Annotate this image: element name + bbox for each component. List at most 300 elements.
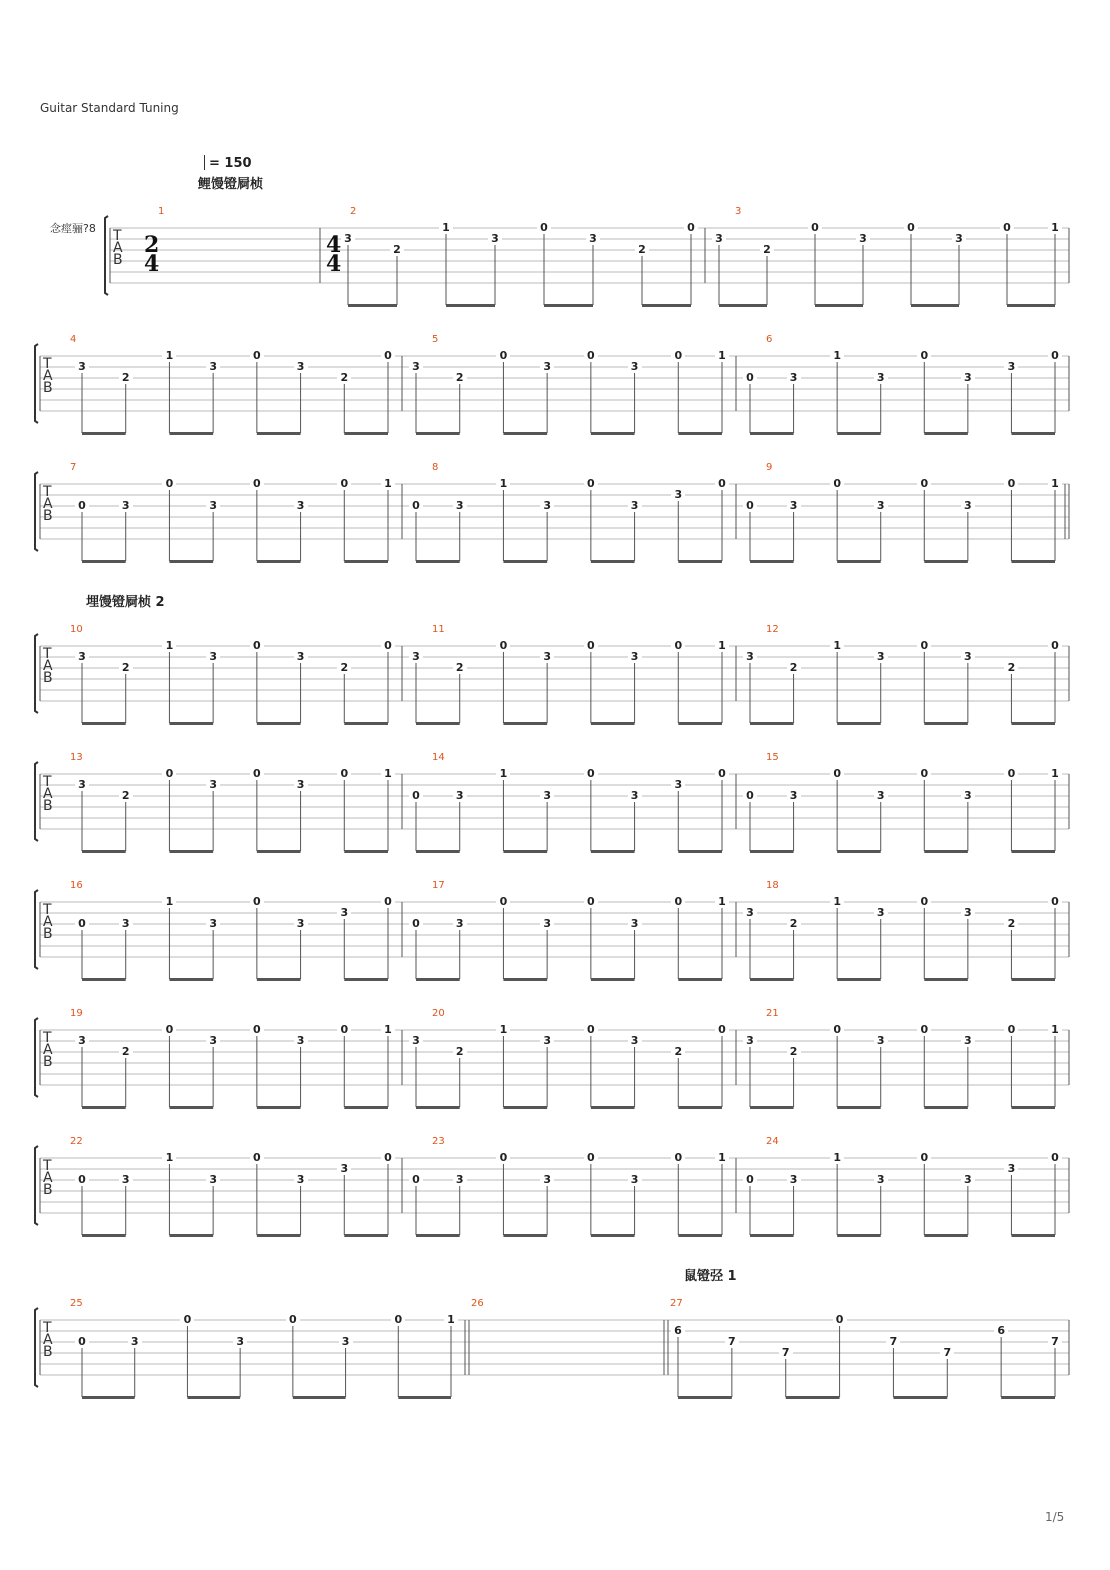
measure-number: 19 [70, 1008, 83, 1019]
measure-number: 9 [766, 462, 773, 473]
beam [1011, 1106, 1055, 1109]
tab-clef-letter: B [43, 1054, 53, 1070]
beam [503, 560, 547, 563]
beam [591, 978, 635, 981]
fret-number: 0 [1048, 1152, 1062, 1163]
beam [1011, 850, 1055, 853]
beam [1011, 1234, 1055, 1237]
beam [348, 304, 397, 307]
fret-number: 1 [830, 640, 844, 651]
fret-number: 0 [1004, 768, 1018, 779]
measure-number: 12 [766, 624, 779, 635]
tab-clef-letter: T [43, 1158, 52, 1174]
system-bracket [35, 1308, 38, 1387]
beam [678, 1106, 722, 1109]
fret-number: 1 [715, 350, 729, 361]
fret-number: 3 [119, 1174, 133, 1185]
fret-number: 3 [206, 918, 220, 929]
fret-number: 1 [1048, 1024, 1062, 1035]
fret-number: 3 [961, 907, 975, 918]
beam [678, 1396, 732, 1399]
fret-number: 0 [584, 350, 598, 361]
fret-number: 3 [540, 1174, 554, 1185]
fret-number: 0 [250, 896, 264, 907]
measure-number: 13 [70, 752, 83, 763]
fret-number: 3 [206, 1035, 220, 1046]
fret-number: 3 [119, 918, 133, 929]
staff-lines-svg [0, 1130, 1110, 1240]
beam [1011, 722, 1055, 725]
fret-number: 0 [584, 1152, 598, 1163]
fret-number: 0 [250, 1152, 264, 1163]
fret-number: 2 [787, 662, 801, 673]
beam [591, 560, 635, 563]
measure-number: 23 [432, 1136, 445, 1147]
time-signature-bottom: 4 [326, 251, 342, 277]
fret-number: 0 [833, 1314, 847, 1325]
fret-number: 0 [715, 478, 729, 489]
fret-number: 0 [250, 640, 264, 651]
measure-number: 2 [350, 206, 357, 217]
beam [257, 432, 301, 435]
fret-number: 3 [294, 1174, 308, 1185]
fret-number: 0 [250, 1024, 264, 1035]
fret-number: 0 [917, 896, 931, 907]
fret-number: 3 [787, 790, 801, 801]
system-bracket [105, 216, 108, 295]
beam [750, 560, 794, 563]
fret-number: 3 [874, 1035, 888, 1046]
system-bracket [35, 1018, 38, 1097]
beam [837, 560, 881, 563]
fret-number: 1 [381, 1024, 395, 1035]
fret-number: 3 [294, 361, 308, 372]
fret-number: 3 [952, 233, 966, 244]
fret-number: 0 [671, 350, 685, 361]
fret-number: 0 [381, 350, 395, 361]
beam [924, 560, 968, 563]
staff-lines-svg [0, 746, 1110, 856]
staff-lines-svg [0, 200, 1110, 310]
fret-number: 0 [1048, 350, 1062, 361]
beam [416, 1106, 460, 1109]
fret-number: 1 [496, 1024, 510, 1035]
tab-clef-letter: T [43, 356, 52, 372]
section-marker: 鼠镫弪 1 [684, 1269, 737, 1284]
fret-number: 7 [1048, 1336, 1062, 1347]
fret-number: 3 [586, 233, 600, 244]
quarter-note-icon [204, 155, 205, 170]
tab-clef-letter: T [43, 902, 52, 918]
beam [544, 304, 593, 307]
beam [82, 1106, 126, 1109]
beam [837, 1234, 881, 1237]
fret-number: 3 [743, 651, 757, 662]
tab-clef-letter: B [43, 380, 53, 396]
fret-number: 3 [712, 233, 726, 244]
beam [591, 1106, 635, 1109]
beam [924, 850, 968, 853]
fret-number: 3 [540, 500, 554, 511]
tab-clef-letter: B [43, 670, 53, 686]
beam [924, 722, 968, 725]
beam [750, 978, 794, 981]
fret-number: 0 [381, 896, 395, 907]
beam [837, 432, 881, 435]
beam [1011, 560, 1055, 563]
beam [503, 1234, 547, 1237]
beam [416, 560, 460, 563]
fret-number: 0 [671, 640, 685, 651]
system-bracket [35, 762, 38, 841]
fret-number: 3 [874, 372, 888, 383]
fret-number: 3 [961, 1035, 975, 1046]
beam [344, 722, 388, 725]
fret-number: 3 [294, 1035, 308, 1046]
fret-number: 3 [1004, 1163, 1018, 1174]
beam [591, 432, 635, 435]
beam [82, 978, 126, 981]
tab-clef-letter: A [43, 368, 53, 384]
fret-number: 0 [917, 1152, 931, 1163]
fret-number: 0 [409, 790, 423, 801]
fret-number: 0 [671, 896, 685, 907]
fret-number: 0 [1048, 896, 1062, 907]
measure-number: 3 [735, 206, 742, 217]
fret-number: 0 [1000, 222, 1014, 233]
fret-number: 0 [381, 640, 395, 651]
fret-number: 7 [725, 1336, 739, 1347]
tab-clef-letter: T [43, 1320, 52, 1336]
tab-clef-letter: T [43, 1030, 52, 1046]
measure-number: 1 [158, 206, 165, 217]
fret-number: 0 [162, 478, 176, 489]
fret-number: 3 [294, 651, 308, 662]
tab-clef-letter: A [43, 1170, 53, 1186]
beam [924, 1234, 968, 1237]
fret-number: 3 [75, 361, 89, 372]
fret-number: 0 [917, 1024, 931, 1035]
tab-clef-letter: T [43, 774, 52, 790]
fret-number: 0 [684, 222, 698, 233]
system-bracket [35, 1146, 38, 1225]
beam [446, 304, 495, 307]
beam [503, 850, 547, 853]
tab-clef-letter: T [113, 228, 122, 244]
fret-number: 0 [75, 1174, 89, 1185]
beam [82, 560, 126, 563]
fret-number: 1 [439, 222, 453, 233]
fret-number: 3 [453, 1174, 467, 1185]
beam [786, 1396, 840, 1399]
fret-number: 7 [886, 1336, 900, 1347]
fret-number: 0 [1004, 1024, 1018, 1035]
fret-number: 3 [453, 918, 467, 929]
tab-clef-letter: A [43, 1332, 53, 1348]
fret-number: 3 [540, 790, 554, 801]
beam [591, 722, 635, 725]
fret-number: 0 [584, 1024, 598, 1035]
beam [719, 304, 767, 307]
beam [678, 722, 722, 725]
fret-number: 3 [206, 361, 220, 372]
fret-number: 6 [994, 1325, 1008, 1336]
measure-number: 8 [432, 462, 439, 473]
fret-number: 1 [715, 1152, 729, 1163]
page-number: 1/5 [1045, 1510, 1065, 1524]
fret-number: 0 [250, 478, 264, 489]
fret-number: 3 [743, 1035, 757, 1046]
beam [503, 432, 547, 435]
fret-number: 1 [715, 640, 729, 651]
tab-clef-letter: B [43, 926, 53, 942]
fret-number: 0 [830, 478, 844, 489]
staff-lines-svg [0, 874, 1110, 984]
beam [924, 978, 968, 981]
fret-number: 3 [341, 233, 355, 244]
fret-number: 3 [339, 1336, 353, 1347]
beam [169, 1106, 213, 1109]
beam [169, 850, 213, 853]
measure-number: 14 [432, 752, 445, 763]
beam [344, 432, 388, 435]
measure-number: 26 [471, 1298, 484, 1309]
fret-number: 3 [294, 779, 308, 790]
fret-number: 0 [584, 478, 598, 489]
beam [750, 432, 794, 435]
beam [344, 850, 388, 853]
beam [837, 850, 881, 853]
measure-number: 21 [766, 1008, 779, 1019]
system-bracket [35, 890, 38, 969]
beam [1001, 1396, 1055, 1399]
fret-number: 1 [1048, 478, 1062, 489]
measure-number: 22 [70, 1136, 83, 1147]
fret-number: 2 [119, 662, 133, 673]
fret-number: 3 [874, 651, 888, 662]
fret-number: 7 [940, 1347, 954, 1358]
measure-number: 4 [70, 334, 77, 345]
staff-row [0, 1292, 1110, 1402]
system-bracket [35, 344, 38, 423]
fret-number: 0 [743, 790, 757, 801]
beam [678, 432, 722, 435]
beam [503, 978, 547, 981]
beam [344, 978, 388, 981]
tab-clef-letter: A [113, 240, 123, 256]
fret-number: 2 [390, 244, 404, 255]
time-signature [144, 232, 160, 277]
staff-row [0, 200, 1110, 310]
fret-number: 0 [409, 1174, 423, 1185]
fret-number: 2 [787, 918, 801, 929]
fret-number: 0 [75, 500, 89, 511]
fret-number: 0 [162, 1024, 176, 1035]
fret-number: 0 [337, 1024, 351, 1035]
fret-number: 2 [119, 372, 133, 383]
fret-number: 0 [743, 1174, 757, 1185]
fret-number: 7 [779, 1347, 793, 1358]
beam [416, 722, 460, 725]
fret-number: 2 [760, 244, 774, 255]
beam [293, 1396, 346, 1399]
fret-number: 0 [537, 222, 551, 233]
fret-number: 0 [1004, 478, 1018, 489]
fret-number: 3 [294, 500, 308, 511]
fret-number: 1 [1048, 222, 1062, 233]
fret-number: 1 [830, 1152, 844, 1163]
fret-number: 0 [671, 1152, 685, 1163]
fret-number: 3 [628, 1035, 642, 1046]
section-marker: 鲤馒镫屙桢 [198, 177, 264, 192]
tab-clef-letter: A [43, 658, 53, 674]
time-signature [326, 232, 342, 277]
beam [169, 432, 213, 435]
fret-number: 0 [830, 1024, 844, 1035]
beam [815, 304, 863, 307]
measure-number: 11 [432, 624, 445, 635]
beam [169, 560, 213, 563]
fret-number: 3 [628, 500, 642, 511]
fret-number: 2 [119, 790, 133, 801]
beam [257, 1106, 301, 1109]
fret-number: 3 [961, 1174, 975, 1185]
beam [344, 1234, 388, 1237]
measure-number: 15 [766, 752, 779, 763]
beam [750, 722, 794, 725]
measure-number: 18 [766, 880, 779, 891]
tab-clef-letter: B [113, 252, 123, 268]
fret-number: 0 [75, 1336, 89, 1347]
beam [416, 432, 460, 435]
fret-number: 3 [409, 1035, 423, 1046]
measure-number: 24 [766, 1136, 779, 1147]
fret-number: 0 [496, 896, 510, 907]
tab-clef-letter: A [43, 786, 53, 802]
beam [837, 1106, 881, 1109]
fret-number: 3 [75, 651, 89, 662]
fret-number: 1 [1048, 768, 1062, 779]
fret-number: 0 [409, 918, 423, 929]
fret-number: 0 [250, 350, 264, 361]
beam [678, 560, 722, 563]
fret-number: 0 [286, 1314, 300, 1325]
beam [416, 850, 460, 853]
beam [837, 978, 881, 981]
system-bracket [35, 634, 38, 713]
fret-number: 3 [628, 1174, 642, 1185]
beam [678, 978, 722, 981]
fret-number: 3 [119, 500, 133, 511]
fret-number: 6 [671, 1325, 685, 1336]
fret-number: 2 [453, 372, 467, 383]
fret-number: 3 [856, 233, 870, 244]
tab-clef-letter: A [43, 496, 53, 512]
staff-lines-svg [0, 618, 1110, 728]
beam [678, 850, 722, 853]
beam [82, 1234, 126, 1237]
beam [416, 978, 460, 981]
fret-number: 1 [162, 350, 176, 361]
beam [257, 1234, 301, 1237]
fret-number: 2 [337, 372, 351, 383]
fret-number: 0 [496, 1152, 510, 1163]
fret-number: 3 [671, 489, 685, 500]
beam [169, 978, 213, 981]
fret-number: 0 [496, 350, 510, 361]
fret-number: 3 [961, 372, 975, 383]
beam [257, 560, 301, 563]
fret-number: 0 [743, 372, 757, 383]
beam [82, 432, 126, 435]
beam [257, 978, 301, 981]
fret-number: 1 [496, 768, 510, 779]
fret-number: 3 [628, 651, 642, 662]
fret-number: 1 [162, 640, 176, 651]
fret-number: 0 [715, 768, 729, 779]
fret-number: 0 [409, 500, 423, 511]
fret-number: 0 [917, 478, 931, 489]
staff-lines-svg [0, 1002, 1110, 1112]
beam [750, 1106, 794, 1109]
fret-number: 0 [830, 768, 844, 779]
tab-clef-letter: T [43, 484, 52, 500]
measure-number: 5 [432, 334, 439, 345]
fret-number: 0 [250, 768, 264, 779]
fret-number: 0 [584, 896, 598, 907]
staff-lines-svg [0, 456, 1110, 566]
measure-number: 7 [70, 462, 77, 473]
beam [893, 1396, 947, 1399]
beam [750, 1234, 794, 1237]
fret-number: 3 [488, 233, 502, 244]
beam [591, 850, 635, 853]
fret-number: 3 [75, 779, 89, 790]
fret-number: 0 [917, 768, 931, 779]
staff-row [0, 874, 1110, 984]
fret-number: 1 [830, 896, 844, 907]
fret-number: 3 [628, 918, 642, 929]
fret-number: 3 [409, 361, 423, 372]
measure-number: 10 [70, 624, 83, 635]
fret-number: 0 [337, 768, 351, 779]
beam [1011, 978, 1055, 981]
fret-number: 0 [917, 640, 931, 651]
fret-number: 0 [917, 350, 931, 361]
beam [344, 1106, 388, 1109]
fret-number: 3 [874, 907, 888, 918]
fret-number: 0 [75, 918, 89, 929]
beam [398, 1396, 451, 1399]
fret-number: 0 [1048, 640, 1062, 651]
beam [750, 850, 794, 853]
fret-number: 2 [1004, 918, 1018, 929]
fret-number: 0 [715, 1024, 729, 1035]
beam [837, 722, 881, 725]
tuning-label: Guitar Standard Tuning [40, 101, 179, 115]
measure-number: 6 [766, 334, 773, 345]
measure-number: 27 [670, 1298, 683, 1309]
beam [924, 1106, 968, 1109]
staff-row [0, 618, 1110, 728]
fret-number: 1 [444, 1314, 458, 1325]
fret-number: 3 [1004, 361, 1018, 372]
fret-number: 3 [294, 918, 308, 929]
fret-number: 0 [584, 768, 598, 779]
tab-clef-letter: B [43, 508, 53, 524]
beam [82, 850, 126, 853]
fret-number: 3 [743, 907, 757, 918]
